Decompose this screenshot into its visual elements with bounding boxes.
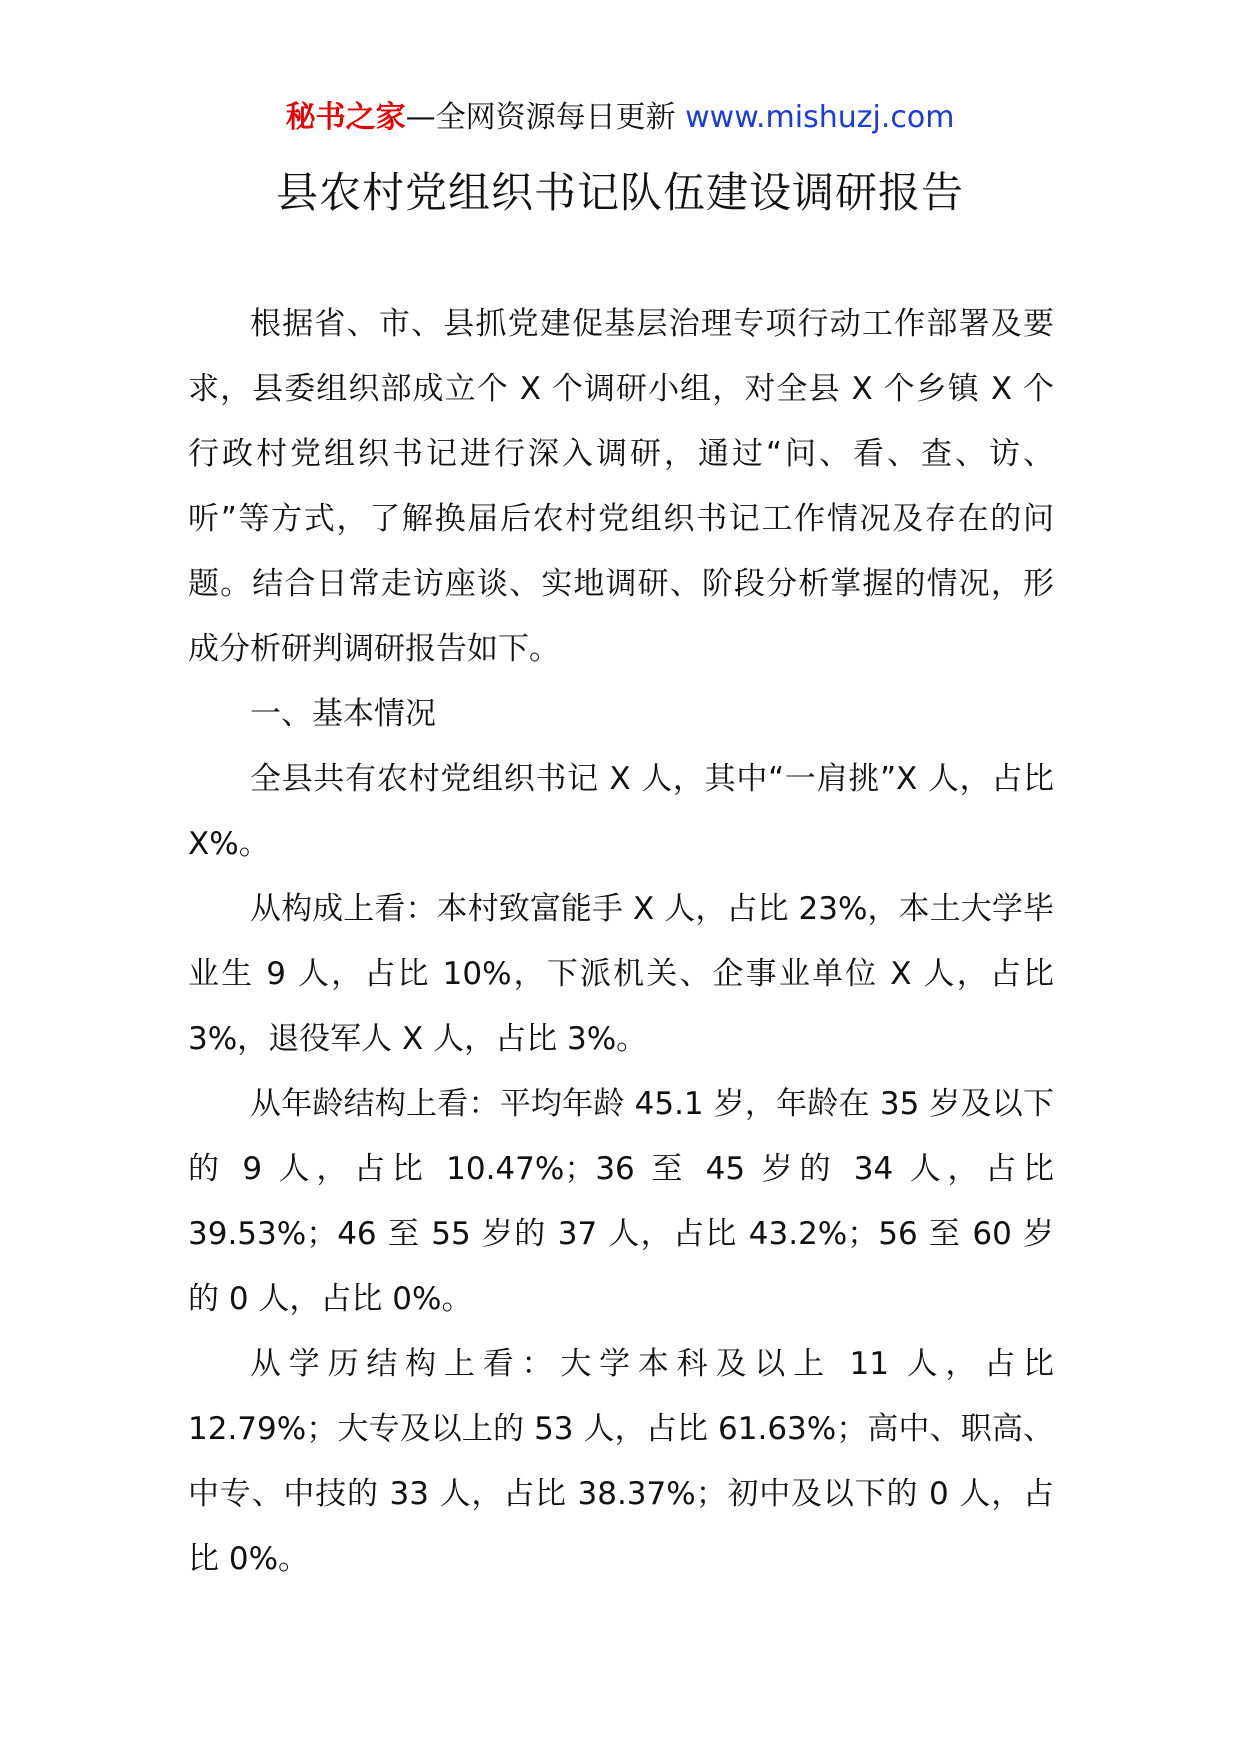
paragraph-education-structure: 从学历结构上看：大学本科及以上 11 人，占比 12.79%；大专及以上的 53 人，占比 61.63%；高中、职高、中专、中技的 33 人，占比 38.37%；初中及以下的 0 人，占比 0%。 xyxy=(188,1346,1054,1577)
intro-paragraph: 根据省、市、县抓党建促基层治理专项行动工作部署及要求，县委组织部成立个 X 个调研小组，对全县 X 个乡镇 X 个行政村党组织书记进行深入调研，通过“问、看、查、访、听”等方式，了解换届后农村党组织书记工作情况及存在的问题。结合日常走访座谈、实地调研、阶段分析掌握的情况，形成分析研判调研报告如下。 xyxy=(188,306,1054,667)
header-slogan: —全网资源每日更新 xyxy=(405,100,676,135)
paragraph-total: 全县共有农村党组织书记 X 人，其中“一肩挑”X 人，占比 X%。 xyxy=(188,761,1054,862)
brand-name: 秘书之家 xyxy=(285,100,406,135)
document-title: 县农村党组织书记队伍建设调研报告 xyxy=(275,168,964,217)
site-url-link[interactable]: www.mishuzj.com xyxy=(685,100,955,135)
site-header xyxy=(0,98,1240,138)
paragraph-composition: 从构成上看：本村致富能手 X 人，占比 23%，本土大学毕业生 9 人，占比 10%，下派机关、企事业单位 X 人，占比 3%，退役军人 X 人，占比 3%。 xyxy=(188,891,1054,1057)
section-heading: 一、基本情况 xyxy=(250,696,436,732)
paragraph-age-structure: 从年龄结构上看：平均年龄 45.1 岁，年龄在 35 岁及以下的 9 人，占比 10.47%；36 至 45 岁的 34 人，占比 39.53%；46 至 55 岁的 37 人，占比 43.2%；56 至 60 岁的 0 人，占比 0%。 xyxy=(188,1086,1054,1317)
document-body xyxy=(188,292,1054,1592)
